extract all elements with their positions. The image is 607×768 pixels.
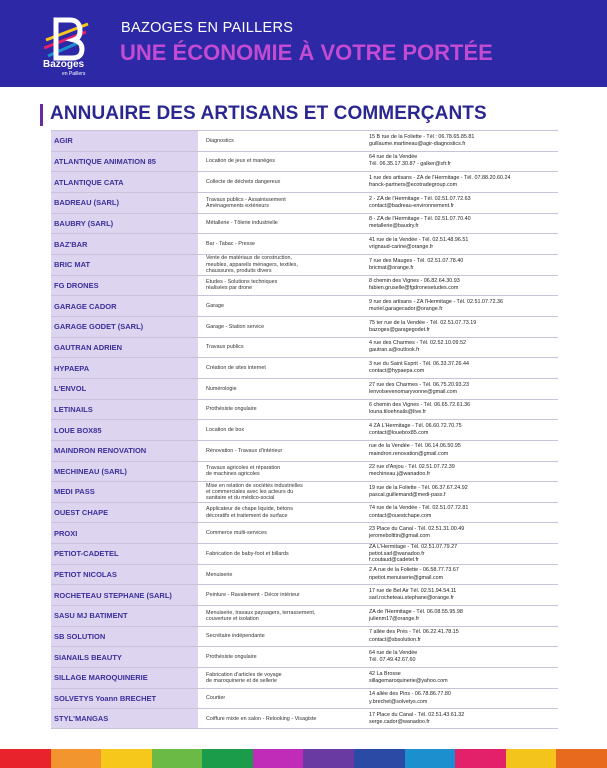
table-row — [51, 399, 558, 420]
table-row — [51, 584, 558, 605]
contact-line: 7 rue des Mauges - Tél. 02.51.07.78.40 — [369, 257, 464, 264]
contact-line: franck-partners@ecotradegroup.com — [369, 182, 458, 189]
contact-line: mechineau.j@wanadoo.fr — [369, 471, 431, 478]
activity-line: Travaux agricoles et réparation — [206, 465, 281, 472]
activity-line: Collecte de déchets dangereux — [206, 179, 281, 186]
business-name: GAUTRAN ADRIEN — [51, 338, 198, 358]
business-contact — [363, 193, 558, 213]
activity-line: Numérologie — [206, 385, 237, 392]
table-row — [51, 316, 558, 337]
activity-line: Secrétaire indépendante — [206, 633, 265, 640]
activity-line: Commerce multi-services — [206, 530, 267, 537]
table-row — [51, 233, 558, 254]
activity-line: Prothésiste ongulaire — [206, 654, 257, 661]
business-activity — [198, 482, 363, 502]
business-name: LOUE BOX85 — [51, 420, 198, 440]
contact-line: 15 B rue de la Foliette - Tél : 06.78.65.85.81 — [369, 133, 475, 140]
activity-line: Métallerie - Tôlerie industrielle — [206, 220, 278, 227]
business-name: SASU MJ BATIMENT — [51, 606, 198, 626]
contact-line: 42 La Brosse — [369, 670, 401, 677]
business-name: FG DRONES — [51, 276, 198, 296]
business-name: MECHINEAU (SARL) — [51, 462, 198, 482]
contact-line: sillagemaroquinerie@yahoo.com — [369, 677, 448, 684]
contact-line: 7 allée des Prés - Tél. 06.22.41.78.15 — [369, 629, 459, 636]
business-name: BADREAU (SARL) — [51, 193, 198, 213]
activity-line: Coiffure mixte en salon - Relooking - Visagiste — [206, 715, 317, 722]
contact-line: y.brechet@solvetys.com — [369, 698, 428, 705]
business-activity — [198, 358, 363, 378]
business-contact — [363, 379, 558, 399]
contact-line: 17 rue de Bel Air Tél. 02.51.94.54.11 — [369, 588, 457, 595]
business-name: STYL'MANGAS — [51, 709, 198, 728]
business-activity — [198, 523, 363, 543]
contact-line: 64 rue de la Vendée — [369, 154, 418, 161]
business-name: PROXI — [51, 523, 198, 543]
business-name: GARAGE GODET (SARL) — [51, 317, 198, 337]
business-activity — [198, 709, 363, 728]
contact-line: fabien.gruselle@fgdronesetudes.com — [369, 285, 459, 292]
activity-line: Garage - Station service — [206, 323, 265, 330]
activity-line: Mise en relation de sociétés industrielles — [206, 482, 303, 489]
activity-line: Courtier — [206, 695, 226, 702]
footer-color-block — [152, 749, 203, 768]
business-activity — [198, 565, 363, 585]
contact-line: contact@hypaepa.com — [369, 368, 425, 375]
table-row — [51, 688, 558, 709]
contact-line: 2 - ZA de l'Hermitage - Tél. 02.51.07.72.63 — [369, 195, 471, 202]
activity-line: sanitaire et du médico-social — [206, 495, 275, 502]
activity-line: Fabrication d'articles de voyage — [206, 671, 282, 678]
business-name: ATLANTIQUE ANIMATION 85 — [51, 152, 198, 172]
business-activity — [198, 627, 363, 647]
footer-color-block — [253, 749, 304, 768]
business-contact — [363, 296, 558, 316]
activity-line: meubles, appareils ménagers, textiles, — [206, 261, 298, 268]
business-name: LETINAILS — [51, 400, 198, 420]
footer-color-block — [506, 749, 557, 768]
contact-line: maindron.renovation@gmail.com — [369, 450, 449, 457]
business-contact — [363, 647, 558, 667]
table-row — [51, 646, 558, 667]
business-contact — [363, 400, 558, 420]
business-activity — [198, 296, 363, 316]
business-contact — [363, 234, 558, 254]
contact-line: 6 chemin des Vignes - Tél. 06.65.72.61.36 — [369, 402, 471, 409]
table-row — [51, 192, 558, 213]
contact-line: 9 rue des artisans - ZA l'Hermitage - Tél. 02.51.07.72.36 — [369, 298, 503, 305]
contact-line: bricmat@orange.fr — [369, 264, 414, 271]
business-activity — [198, 420, 363, 440]
business-contact — [363, 565, 558, 585]
contact-line: 22 rue d'Anjou - Tél. 02.51.07.72.39 — [369, 464, 455, 471]
contact-line: ZA de l'Hermitage - Tél. 06.08.55.95.98 — [369, 608, 463, 615]
contact-line: 74 rue de la Vendée - Tél. 02.51.07.72.81 — [369, 505, 469, 512]
contact-line: contact@sbsolution.fr — [369, 636, 421, 643]
table-row — [51, 440, 558, 461]
business-activity — [198, 647, 363, 667]
contact-line: sarl.rocheteau.stephane@orange.fr — [369, 595, 454, 602]
contact-line: louna.tiloehnails@live.fr — [369, 409, 427, 416]
activity-line: Prothésiste ongulaire — [206, 406, 257, 413]
activity-line: Vente de matériaux de construction, — [206, 255, 293, 262]
table-row — [51, 502, 558, 523]
activity-line: Location de jeux et manèges — [206, 158, 275, 165]
contact-line: 8 - ZA de l'Hermitage - Tél. 02.51.07.70.40 — [369, 216, 471, 223]
business-name: GARAGE CADOR — [51, 296, 198, 316]
contact-line: npetiot.menuiserie@gmail.com — [369, 574, 444, 581]
table-row — [51, 213, 558, 234]
activity-line: chaussures, produits divers — [206, 267, 272, 274]
business-contact — [363, 585, 558, 605]
contact-line: 8 chemin des Vignes - 06.82.64.30.93 — [369, 278, 460, 285]
contact-line: Tél. 06.35.17.30.87 - galker@sfr.fr — [369, 161, 451, 168]
activity-line: Garage — [206, 302, 224, 309]
contact-line: 27 rue des Charmes - Tél. 06.75.20.93.23 — [369, 381, 469, 388]
business-name: SILLAGE MAROQUINERIE — [51, 668, 198, 688]
business-name: BAUBRY (SARL) — [51, 214, 198, 234]
activity-line: Création de sites internet — [206, 364, 266, 371]
business-activity — [198, 585, 363, 605]
business-contact — [363, 689, 558, 709]
contact-line: 64 rue de la Vendée — [369, 650, 418, 657]
footer-color-strip — [0, 749, 607, 768]
contact-line: 17 Place du Canal - Tél. 02.51.43.61.32 — [369, 711, 465, 718]
table-row — [51, 564, 558, 585]
business-name: PETIOT-CADETEL — [51, 544, 198, 564]
contact-line: lenvolsevenomaryvonne@gmail.com — [369, 388, 458, 395]
business-contact — [363, 606, 558, 626]
table-row — [51, 481, 558, 502]
business-activity — [198, 172, 363, 192]
contact-line: 1 rue des artisans - ZA de l'Hermitage - Tél. 07.88.20.60.24 — [369, 174, 511, 181]
table-row — [51, 357, 558, 378]
business-contact — [363, 152, 558, 172]
activity-line: Travaux publics - Assainissement — [206, 196, 286, 203]
activity-line: réalisées par drone — [206, 285, 253, 292]
footer-color-block — [101, 749, 152, 768]
business-activity — [198, 379, 363, 399]
contact-line: ZA L'Hermitage - Tél. 02.51.07.79.27 — [369, 544, 458, 551]
activity-line: de machines agricoles — [206, 471, 260, 478]
business-activity — [198, 234, 363, 254]
footer-color-block — [202, 749, 253, 768]
activity-line: de maroquinerie et de sellerie — [206, 677, 278, 684]
activity-line: Applicateur de chape liquide, bétons — [206, 506, 293, 513]
contact-line: f.coutaud@cadetel.fr — [369, 557, 419, 564]
table-row — [51, 130, 558, 151]
activity-line: Peinture - Ravalement - Décor intérieur — [206, 592, 300, 599]
page-title: ANNUAIRE DES ARTISANS ET COMMERÇANTS — [50, 103, 487, 124]
contact-line: pascal.guillemand@medi-pass.f — [369, 491, 446, 498]
table-row — [51, 543, 558, 564]
activity-line: Fabrication de baby-foot et billards — [206, 550, 289, 557]
business-name: ROCHETEAU STEPHANE (SARL) — [51, 585, 198, 605]
contact-line: 23 Place du Canal - Tél. 02.51.31.00.49 — [369, 526, 465, 533]
business-contact — [363, 338, 558, 358]
logo-subtext: en Paillers — [62, 71, 86, 77]
business-contact — [363, 255, 558, 275]
business-contact — [363, 131, 558, 151]
town-name: BAZOGES EN PAILLERS — [121, 20, 294, 36]
business-contact — [363, 420, 558, 440]
business-contact — [363, 276, 558, 296]
business-contact — [363, 482, 558, 502]
table-row — [51, 605, 558, 626]
business-name: BRIC MAT — [51, 255, 198, 275]
business-activity — [198, 193, 363, 213]
activity-line: Diagnostics — [206, 137, 234, 144]
business-activity — [198, 462, 363, 482]
business-contact — [363, 462, 558, 482]
table-row — [51, 522, 558, 543]
business-name: PETIOT NICOLAS — [51, 565, 198, 585]
activity-line: Bar - Tabac - Presse — [206, 241, 256, 247]
logo-text: Bazoges — [43, 59, 85, 70]
business-activity — [198, 214, 363, 234]
business-contact — [363, 544, 558, 564]
business-name: L'ENVOL — [51, 379, 198, 399]
business-contact — [363, 668, 558, 688]
business-activity — [198, 276, 363, 296]
footer-color-block — [405, 749, 456, 768]
contact-line: guillaume.martineau@agir-diagnostics.fr — [369, 140, 466, 147]
tagline: UNE ÉCONOMIE À VOTRE PORTÉE — [120, 40, 493, 65]
business-name: HYPAEPA — [51, 358, 198, 378]
contact-line: 75 ter rue de la Vendée - Tél. 02.51.07.73.19 — [369, 319, 477, 326]
table-row — [51, 419, 558, 440]
contact-line: julienm17@orange.fr — [369, 615, 420, 622]
activity-line: Menuiserie, travaux paysagers, terrassement, — [206, 609, 316, 616]
business-contact — [363, 172, 558, 192]
business-activity — [198, 152, 363, 172]
business-name: SIANAILS BEAUTY — [51, 647, 198, 667]
business-activity — [198, 400, 363, 420]
footer-color-block — [303, 749, 354, 768]
table-row — [51, 254, 558, 275]
business-activity — [198, 131, 363, 151]
activity-line: couverture et isolation — [206, 615, 259, 622]
business-contact — [363, 441, 558, 461]
business-contact — [363, 503, 558, 523]
title-accent-bar — [40, 104, 43, 126]
table-row — [51, 708, 558, 729]
contact-line: contact@louebox85.com — [369, 430, 429, 437]
contact-line: gautran.a@outlook.fr — [369, 347, 420, 354]
contact-line: 4 rue des Charmes - Tél. 02.52.10.09.52 — [369, 340, 466, 347]
contact-line: 14 allée des Pins - 06.78.86.77.80 — [369, 691, 451, 698]
table-row — [51, 667, 558, 688]
activity-line: décoratifs et traitement de surface — [206, 512, 288, 519]
business-contact — [363, 317, 558, 337]
business-activity — [198, 668, 363, 688]
activity-line: Aménagements extérieurs — [206, 202, 269, 209]
business-contact — [363, 214, 558, 234]
contact-line: contact@badreau-environnement.fr — [369, 202, 454, 209]
table-row — [51, 378, 558, 399]
contact-line: Tél. 07.49.42.67.60 — [369, 657, 416, 664]
footer-color-block — [51, 749, 102, 768]
contact-line: 41 rue de la Vendée - Tél. 02.51.48.96.51 — [369, 236, 469, 243]
business-contact — [363, 627, 558, 647]
activity-line: Location de box — [206, 426, 245, 433]
footer-color-block — [556, 749, 607, 768]
footer-color-block — [354, 749, 405, 768]
business-activity — [198, 317, 363, 337]
business-name: ATLANTIQUE CATA — [51, 172, 198, 192]
business-name: AGIR — [51, 131, 198, 151]
contact-line: petiot.sarl@wanadoo.fr — [369, 550, 425, 557]
business-activity — [198, 441, 363, 461]
directory-table — [51, 130, 558, 729]
business-name: OUEST CHAPE — [51, 503, 198, 523]
business-contact — [363, 523, 558, 543]
contact-line: rue de la Vendée - Tél. 06.14.06.50.95 — [369, 443, 461, 450]
contact-line: 4 ZA L'Hermitage - Tél. 06.60.72.70.75 — [369, 422, 462, 429]
table-row — [51, 626, 558, 647]
header-banner — [0, 0, 607, 87]
business-activity — [198, 544, 363, 564]
contact-line: metallerie@baudry.fr — [369, 223, 419, 230]
activity-line: Travaux publics — [206, 344, 244, 351]
table-row — [51, 461, 558, 482]
activity-line: Menuiserie — [206, 571, 233, 578]
contact-line: 19 rue de la Foliette - Tél. 06.37.67.24.92 — [369, 484, 468, 491]
table-row — [51, 295, 558, 316]
footer-color-block — [455, 749, 506, 768]
contact-line: jeromebolttin@gmail.com — [369, 533, 430, 540]
business-activity — [198, 689, 363, 709]
contact-line: 2 A rue de la Foliette - 06.58.77.73.67 — [369, 567, 459, 574]
business-name: SOLVETYS Yoann BRECHET — [51, 689, 198, 709]
contact-line: 3 rue du Saint Esprit - Tél. 06.33.37.26.44 — [369, 360, 469, 367]
contact-line: vrignaud-carine@orange.fr — [369, 244, 434, 251]
footer-color-block — [0, 749, 51, 768]
business-name: BAZ'BAR — [51, 234, 198, 254]
bazoges-logo — [40, 14, 94, 78]
business-name: MEDI PASS — [51, 482, 198, 502]
contact-line: contact@ouestchape.com — [369, 512, 432, 519]
business-contact — [363, 358, 558, 378]
business-activity — [198, 606, 363, 626]
business-activity — [198, 255, 363, 275]
business-name: SB SOLUTION — [51, 627, 198, 647]
contact-line: bazoges@garagegodet.fr — [369, 326, 430, 333]
table-row — [51, 275, 558, 296]
business-activity — [198, 338, 363, 358]
table-row — [51, 171, 558, 192]
activity-line: Études - Solutions techniques — [206, 279, 278, 286]
table-row — [51, 151, 558, 172]
business-contact — [363, 709, 558, 728]
table-row — [51, 337, 558, 358]
activity-line: Rénovation - Travaux d'intérieur — [206, 447, 283, 454]
contact-line: muriel.garagecador@orange.fr — [369, 306, 443, 313]
business-activity — [198, 503, 363, 523]
activity-line: et commerciales avec les acteurs du — [206, 488, 294, 495]
business-name: MAINDRON RENOVATION — [51, 441, 198, 461]
contact-line: serge.cador@wanadoo.fr — [369, 718, 430, 725]
